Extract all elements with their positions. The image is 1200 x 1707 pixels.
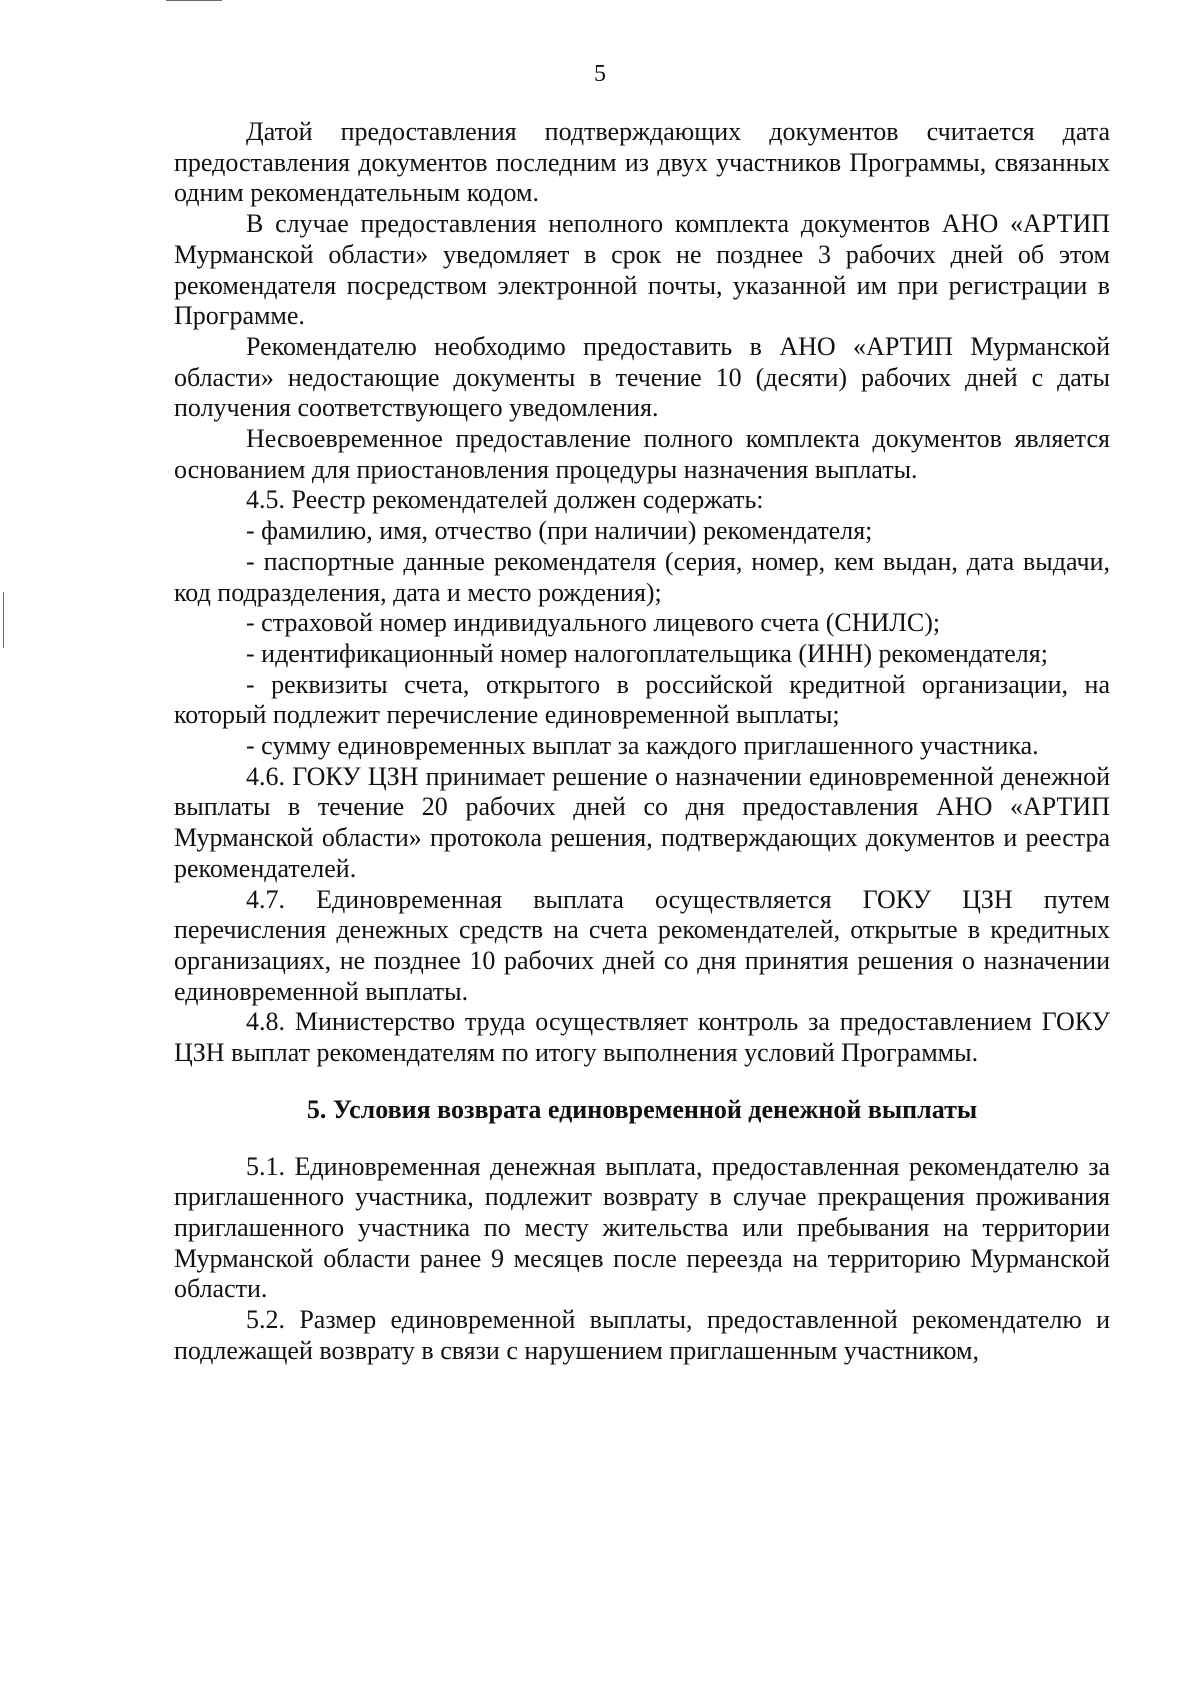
scan-edge-mark-top — [166, 0, 222, 1]
list-item-inn: - идентификационный номер налогоплательщика (ИНН) рекомендателя; — [246, 638, 1048, 668]
paragraph-submission-date: Датой предоставления подтверждающих документов считается дата предоставления документов последним из двух участников Программы, связанных одним рекомендательным кодом. — [174, 117, 1110, 208]
paragraph-4-5: 4.5. Реестр рекомендателей должен содержать: — [246, 485, 764, 515]
list-item-snils: - страховой номер индивидуального лицевого счета (СНИЛС); — [246, 608, 941, 638]
paragraph-4-6: 4.6. ГОКУ ЦЗН принимает решение о назначении единовременной денежной выплаты в течение 20 рабочих дней со дня предоставления АНО «АРТИП Мурманской области» протокола решения, подтверждающих документов и реестра рекомендателей. — [174, 761, 1110, 883]
list-item-payment-sum: - сумму единовременных выплат за каждого приглашенного участника. — [246, 731, 1039, 761]
paragraph-missing-documents: Рекомендателю необходимо предоставить в АНО «АРТИП Мурманской области» недостающие документы в течение 10 (десяти) рабочих дней с даты получения соответствующего уведомления. — [174, 331, 1110, 423]
paragraph-4-7: 4.7. Единовременная выплата осуществляется ГОКУ ЦЗН путем перечисления денежных средств на счета рекомендателей, открытые в кредитных организациях, не позднее 10 рабочих дней со дня принятия решения о назначении единовременной выплаты. — [174, 884, 1110, 1006]
list-item-passport: - паспортные данные рекомендателя (серия, номер, кем выдан, дата выдачи, код подразделения, дата и место рождения); — [174, 546, 1110, 607]
document-body — [174, 117, 1110, 1366]
paragraph-5-2: 5.2. Размер единовременной выплаты, предоставленной рекомендателю и подлежащей возврату в связи с нарушением приглашенным участником, — [174, 1305, 1110, 1365]
scan-edge-mark-left — [3, 592, 4, 648]
paragraph-5-1: 5.1. Единовременная денежная выплата, предоставленная рекомендателю за приглашенного участника, подлежит возврату в случае прекращения проживания приглашенного участника по месту жительства или пребывания на территории Мурманской области ранее 9 месяцев после переезда на территорию Мурманской области. — [174, 1151, 1110, 1304]
list-item-full-name: - фамилию, имя, отчество (при наличии) рекомендателя; — [246, 516, 873, 546]
section-heading: 5. Условия возврата единовременной денежной выплаты — [306, 1094, 978, 1124]
paragraph-incomplete-set: В случае предоставления неполного комплекта документов АНО «АРТИП Мурманской области» уведомляет в срок не позднее 3 рабочих дней об этом рекомендателя посредством электронной почты, указанной им при регистрации в Программе. — [174, 209, 1110, 331]
paragraph-late-submission: Несвоевременное предоставление полного комплекта документов является основанием для приостановления процедуры назначения выплаты. — [174, 424, 1110, 484]
paragraph-4-8: 4.8. Министерство труда осуществляет контроль за предоставлением ГОКУ ЦЗН выплат рекомендателям по итогу выполнения условий Программы. — [174, 1007, 1110, 1068]
list-item-bank-account: - реквизиты счета, открытого в российской кредитной организации, на который подлежит перечисление единовременной выплаты; — [174, 669, 1110, 730]
page-number: 5 — [594, 61, 606, 87]
